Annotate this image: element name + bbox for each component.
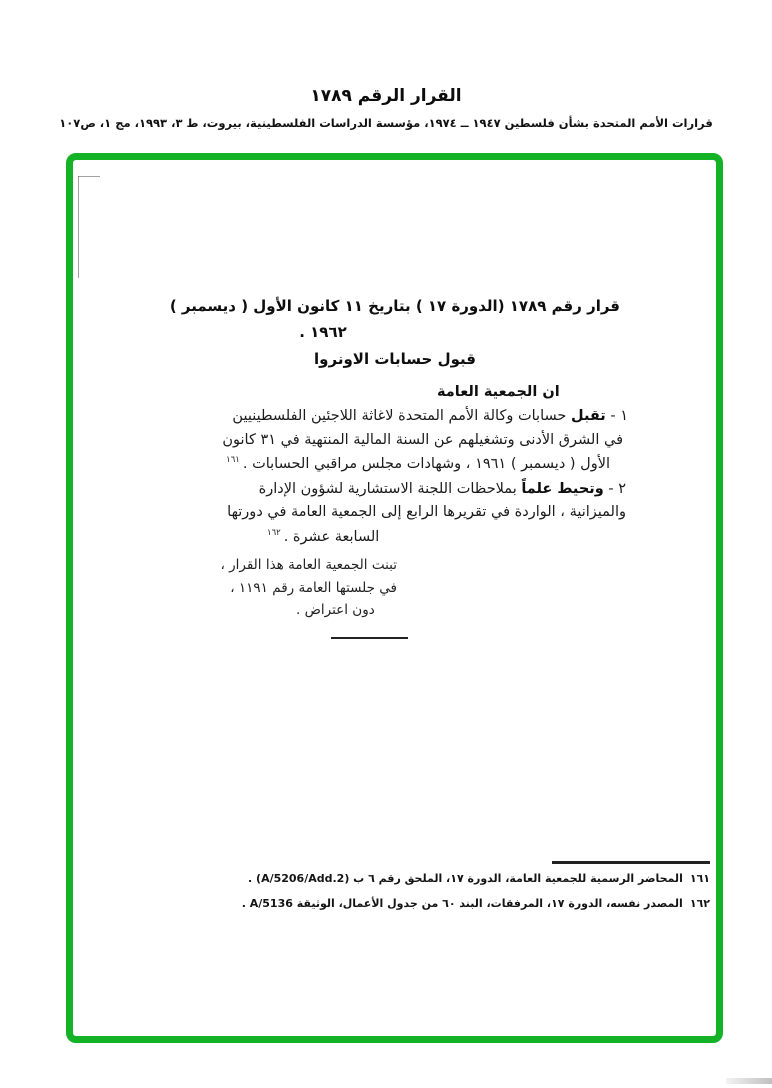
footnote-ref-161: ١٦١ [226, 455, 240, 465]
paragraph1-emphasis: تقبل [571, 408, 606, 424]
footnote-161-number: ١٦١ [689, 872, 710, 885]
resolution-subject: قبول حسابات الاونروا [314, 350, 476, 368]
paragraph1-line3 [226, 456, 610, 472]
adoption-line1: تبنت الجمعية العامة هذا القرار ، [220, 557, 397, 573]
scan-edge-artifact-vertical [78, 176, 79, 278]
paragraph2-line3 [267, 529, 379, 545]
paragraph2-line1-text: بملاحظات اللجنة الاستشارية لشؤون الإدارة [258, 481, 517, 497]
resolution-heading-line1: قرار رقم ١٧٨٩ (الدورة ١٧ ) بتاريخ ١١ كانون الأول ( ديسمبر ) [169, 297, 620, 315]
paragraph1-marker: ١ - [610, 408, 628, 424]
resolution-heading-line2: ١٩٦٢ . [299, 323, 347, 341]
paragraph2-emphasis: وتحيط علماً [521, 481, 604, 497]
paragraph2-line2: والميزانية ، الواردة في تقريرها الرابع إلى الجمعية العامة في دورتها [227, 504, 626, 520]
footnote-rule [552, 861, 710, 864]
preamble-opening: ان الجمعية العامة [437, 384, 560, 400]
paragraph1-line2: في الشرق الأدنى وتشغيلهم عن السنة المالية المنتهية في ٣١ كانون [222, 432, 623, 448]
paragraph1-line1-text: حسابات وكالة الأمم المتحدة لاغاثة اللاجئين الفلسطينيين [232, 408, 567, 424]
scan-edge-artifact-horizontal [78, 176, 100, 177]
paragraph1-line3-text: الأول ( ديسمبر ) ١٩٦١ ، وشهادات مجلس مراقبي الحسابات . [242, 456, 610, 472]
adoption-line3: دون اعتراض . [296, 602, 375, 618]
closing-rule [331, 637, 408, 639]
scan-smudge [726, 1078, 772, 1084]
footnote-162-number: ١٦٢ [689, 897, 710, 910]
footnote-161-text: المحاضر الرسمية للجمعية العامة، الدورة ١٧، الملحق رقم ٦ ب (A/5206/Add.2) . [248, 872, 683, 885]
footnote-162-text: المصدر نفسه، الدورة ١٧، المرفقات، البند ٦٠ من جدول الأعمال، الوثيقة A/5136 . [241, 897, 683, 910]
paragraph1-line1 [232, 408, 628, 424]
footnote-161 [248, 872, 710, 885]
footnote-ref-162: ١٦٢ [267, 528, 281, 538]
paragraph2-line3-text: السابعة عشرة . [283, 529, 380, 545]
footnote-162 [242, 897, 710, 910]
paragraph2-marker: ٢ - [608, 481, 626, 497]
adoption-line2: في جلستها العامة رقم ١١٩١ ، [230, 580, 397, 596]
page-title: القرار الرقم ١٧٨٩ [310, 86, 462, 106]
source-citation: قرارات الأمم المتحدة بشأن فلسطين ١٩٤٧ ــ ١٩٧٤، مؤسسة الدراسات الفلسطينية، بيروت، ط ٣، ١٩٩٣، مج ١، ص١٠٧ [59, 116, 713, 130]
paragraph2-line1 [259, 481, 626, 497]
